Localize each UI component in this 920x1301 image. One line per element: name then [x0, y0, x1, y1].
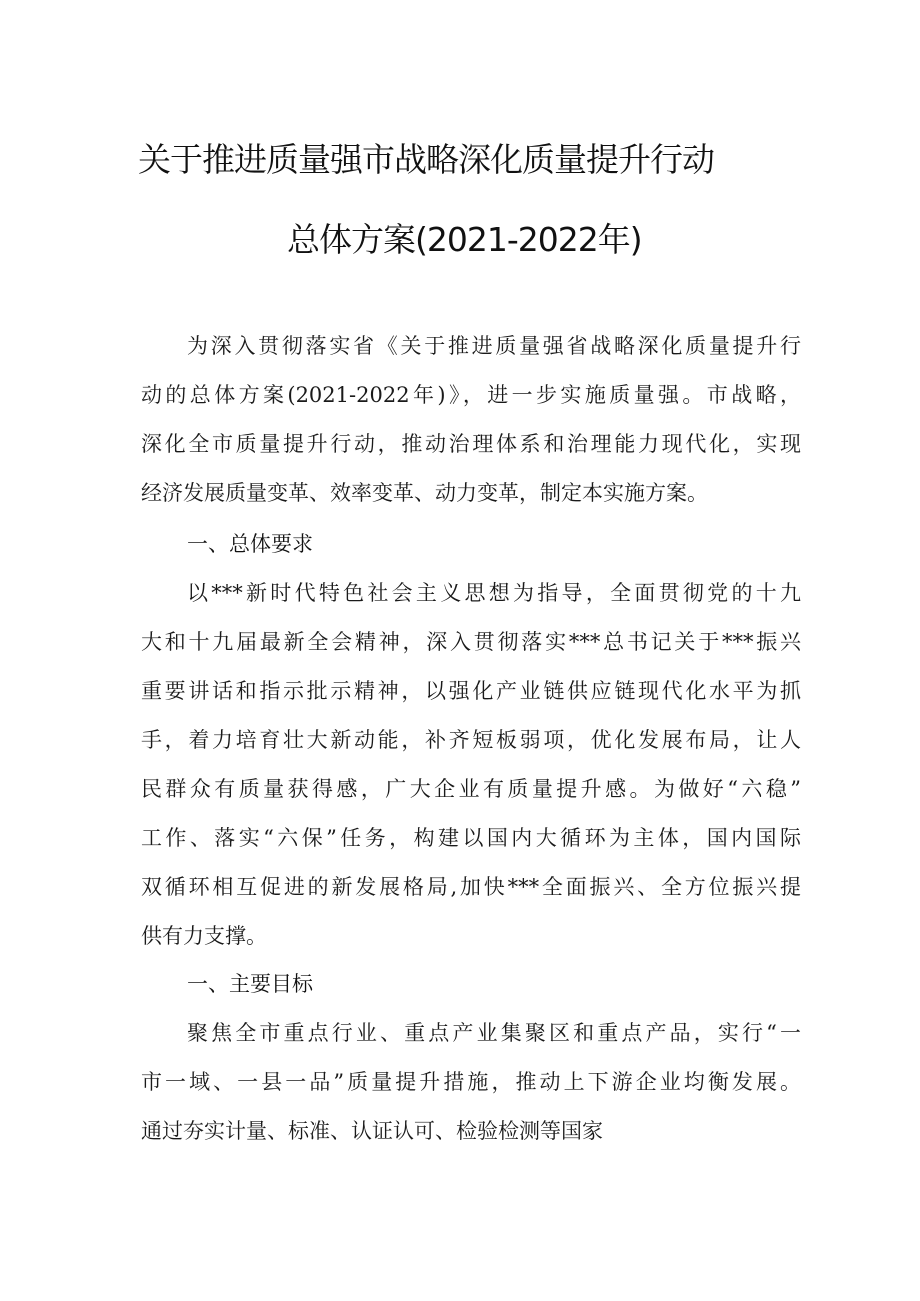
section-heading-general-requirements: 一、总体要求	[187, 532, 313, 556]
intro-line-1: 为深入贯彻落实省《关于推进质量强省战略深化质量提升行	[187, 334, 801, 358]
section1-line-1: 以***新时代特色社会主义思想为指导，全面贯彻党的十九	[187, 581, 801, 605]
document-title-line-2: 总体方案(2021-2022年)	[287, 220, 642, 259]
section1-line-3: 重要讲话和指示批示精神，以强化产业链供应链现代化水平为抓	[141, 679, 801, 703]
section1-line-2: 大和十九届最新全会精神，深入贯彻落实***总书记关于***振兴	[141, 630, 801, 654]
section2-line-2: 市一域、一县一品”质量提升措施，推动上下游企业均衡发展。	[141, 1070, 801, 1094]
section1-line-4: 手，着力培育壮大新动能，补齐短板弱项，优化发展布局，让人	[141, 728, 801, 752]
intro-line-3: 深化全市质量提升行动，推动治理体系和治理能力现代化，实现	[141, 432, 801, 456]
intro-line-2: 动的总体方案(2021-2022年)》，进一步实施质量强。市战略，	[141, 383, 801, 407]
section1-line-7: 双循环相互促进的新发展格局,加快***全面振兴、全方位振兴提	[141, 875, 801, 899]
section2-line-3: 通过夯实计量、标准、认证认可、检验检测等国家	[141, 1119, 603, 1143]
document-title-line-1: 关于推进质量强市战略深化质量提升行动	[138, 140, 714, 179]
intro-line-4: 经济发展质量变革、效率变革、动力变革，制定本实施方案。	[141, 481, 708, 505]
section-heading-main-goals: 一、主要目标	[187, 972, 313, 996]
section2-line-1: 聚焦全市重点行业、重点产业集聚区和重点产品，实行“一	[187, 1021, 801, 1045]
section1-line-6: 工作、落实“六保”任务，构建以国内大循环为主体，国内国际	[141, 826, 801, 850]
section1-line-8: 供有力支撑。	[141, 924, 267, 948]
section1-line-5: 民群众有质量获得感，广大企业有质量提升感。为做好“六稳”	[141, 777, 801, 801]
